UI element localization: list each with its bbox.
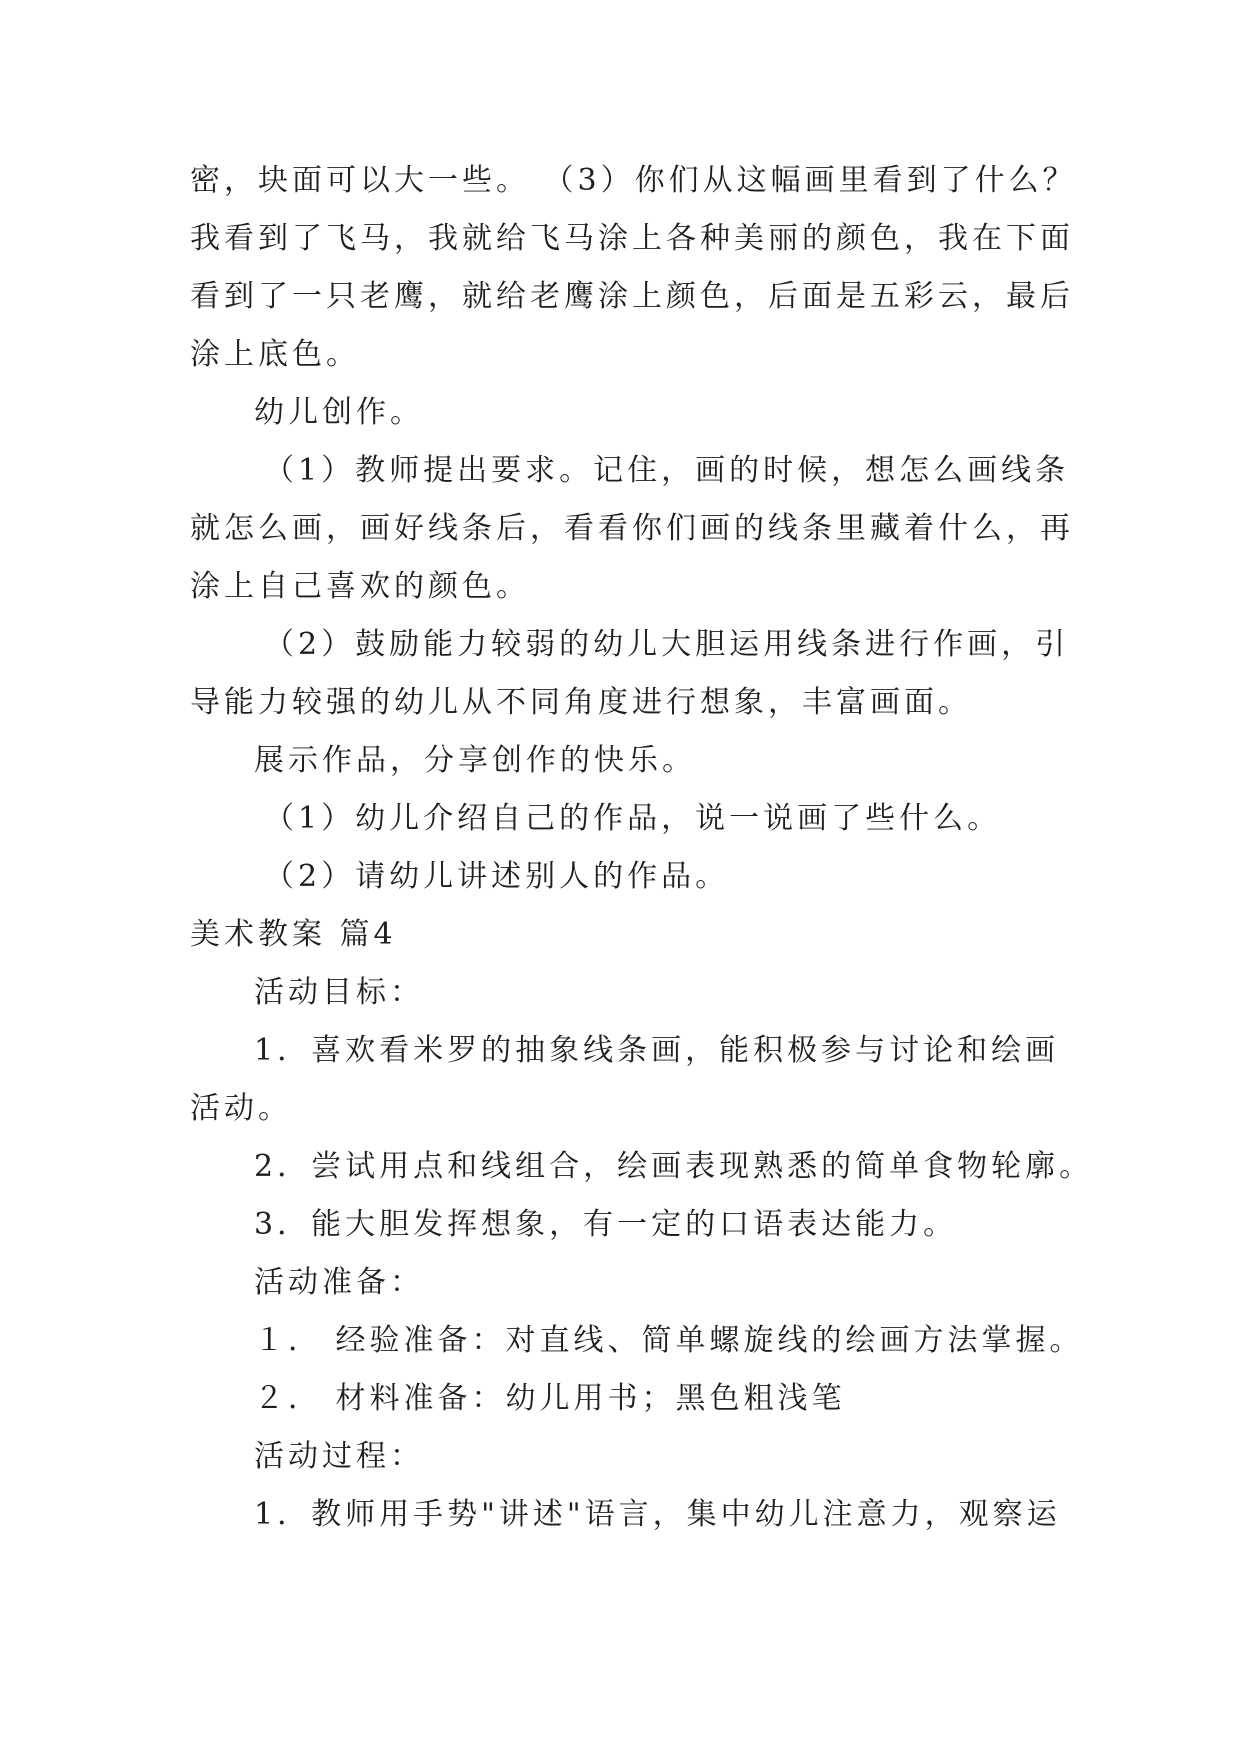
subsection-heading: 活动目标： <box>254 975 424 1010</box>
text-line: 密，块面可以大一些。 （3）你们从这幅画里看到了什么？ <box>190 163 1077 198</box>
list-item: １． 经验准备：对直线、简单螺旋线的绘画方法掌握。 <box>254 1323 1084 1358</box>
list-item: 1．喜欢看米罗的抽象线条画，能积极参与讨论和绘画 <box>254 1033 1060 1068</box>
subsection-heading: 活动准备： <box>254 1265 424 1300</box>
document-body <box>190 152 1094 1544</box>
section-title: 美术教案 篇4 <box>190 917 397 952</box>
step-heading: 展示作品，分享创作的快乐。 <box>254 743 696 778</box>
text-line: 看到了一只老鹰，就给老鹰涂上颜色，后面是五彩云，最后 <box>190 279 1074 314</box>
subsection-heading: 活动过程： <box>254 1439 424 1474</box>
list-item: 3．能大胆发挥想象，有一定的口语表达能力。 <box>254 1207 958 1242</box>
list-item: 2．尝试用点和线组合，绘画表现熟悉的简单食物轮廓。 <box>254 1149 1094 1184</box>
text-line: （2）请幼儿讲述别人的作品。 <box>264 859 730 894</box>
text-line: （2）鼓励能力较弱的幼儿大胆运用线条进行作画，引 <box>264 627 1070 662</box>
text-line: （1）幼儿介绍自己的作品，说一说画了些什么。 <box>264 801 1002 836</box>
text-line: 活动。 <box>190 1091 292 1126</box>
text-line: 我看到了飞马，我就给飞马涂上各种美丽的颜色，我在下面 <box>190 221 1074 256</box>
list-item: ２． 材料准备：幼儿用书；黑色粗浅笔 <box>254 1381 846 1416</box>
text-line: 导能力较强的幼儿从不同角度进行想象，丰富画面。 <box>190 685 972 720</box>
text-line: （1）教师提出要求。记住，画的时候，想怎么画线条 <box>264 453 1070 488</box>
text-line: 就怎么画，画好线条后，看看你们画的线条里藏着什么，再 <box>190 511 1074 546</box>
text-line: 涂上底色。 <box>190 337 360 372</box>
text-line: 涂上自己喜欢的颜色。 <box>190 569 530 604</box>
step-heading: 幼儿创作。 <box>254 395 424 430</box>
list-item: 1．教师用手势"讲述"语言，集中幼儿注意力，观察运 <box>254 1497 1061 1532</box>
